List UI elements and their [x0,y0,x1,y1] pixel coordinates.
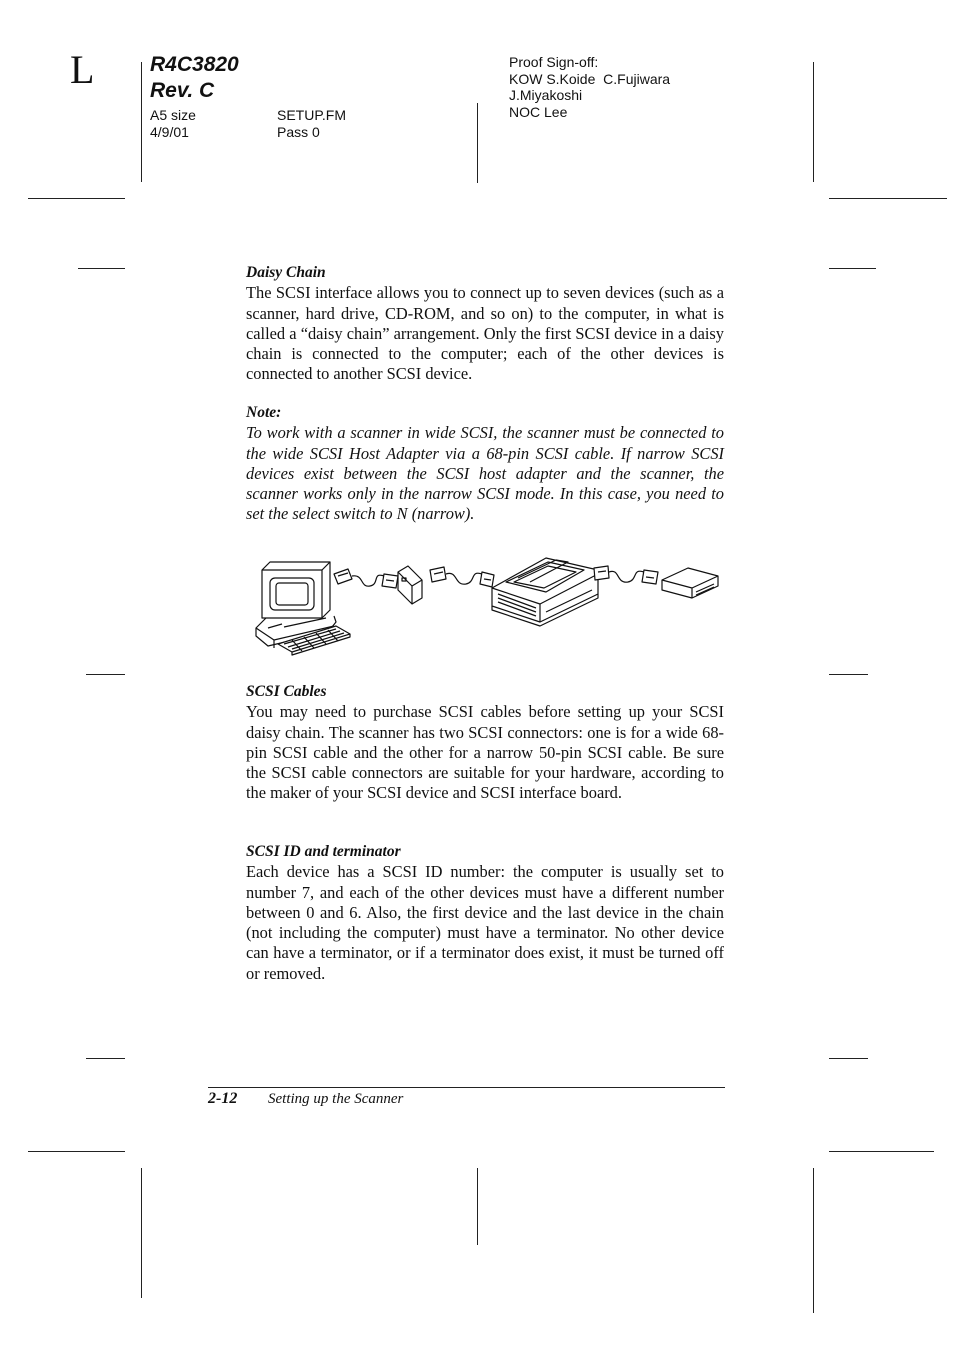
proof-line: KOW S.Koide C.Fujiwara [509,70,671,87]
crop-mark [86,1058,125,1059]
crop-mark [829,198,947,199]
crop-mark [78,268,125,269]
revision: Rev. C [150,79,215,102]
footer-rule [208,1087,725,1088]
page-number: 2-12 [208,1090,238,1107]
crop-mark [813,62,814,182]
pass-number: Pass 0 [277,123,320,140]
note-section [246,403,724,525]
file-name: SETUP.FM [277,107,346,123]
scsi-cable-icon [334,569,398,588]
crop-mark [813,1168,814,1313]
crop-mark [829,674,868,675]
section-heading: Daisy Chain [246,264,326,281]
section-body: The SCSI interface allows you to connect up to seven devices (such as a scanner, hard drive, CD-ROM, and so on) to the computer, in what is called a “daisy chain” arrangement. Only the first SCSI device in a daisy chain is connected to the computer; each of the other devices is connected to another SCSI device. [246,283,724,384]
proof-line: Proof Sign-off: [509,54,599,70]
proof-line: NOC Lee [509,103,568,120]
scsi-cables-section [246,682,724,804]
crop-mark [829,1151,934,1152]
daisy-chain-illustration [248,548,724,658]
crop-mark [477,1168,478,1245]
crop-mark [829,1058,868,1059]
crop-mark [28,198,125,199]
section-body: You may need to purchase SCSI cables before setting up your SCSI daisy chain. The scanner has two SCSI connectors: one is for a wide 68-pin SCSI cable and the other for a narrow 50-pin SCSI cable. Be sure the SCSI cable connectors are suitable for your hardware, according to the maker of your SCSI device and SCSI interface board. [246,702,724,803]
external-drive-icon [662,568,718,598]
section-heading: SCSI ID and terminator [246,843,401,860]
note-heading: Note: [246,404,282,421]
section-heading: SCSI Cables [246,683,327,700]
crop-mark [141,1168,142,1298]
model-title [150,52,239,104]
scsi-cable-icon [594,566,658,584]
page-size: A5 size [150,107,196,123]
scanner-icon [492,558,598,626]
crop-mark [28,1151,125,1152]
note-body: To work with a scanner in wide SCSI, the scanner must be connected to the wide SCSI Host Adapter via a 68-pin SCSI cable. If narrow SCSI devices exist between the SCSI host adapter and the scanner, the scanner works only in the narrow SCSI mode. In this case, you need to set the select switch to N (narrow). [246,423,724,524]
section-body: Each device has a SCSI ID number: the computer is usually set to number 7, and each of the other devices must have a different number between 0 and 6. Also, the first device and the last device in the chain (not including the computer) must have a terminator. No other device can have a terminator, or if a terminator does exist, it must be turned off or removed. [246,862,724,983]
chapter-title: Setting up the Scanner [268,1091,404,1107]
file-pass [277,107,346,140]
proof-line: J.Miyakoshi [509,87,583,103]
print-date: 4/9/01 [150,123,189,140]
proof-signoff [509,54,670,120]
crop-mark [829,268,876,269]
crop-mark [86,674,125,675]
crop-mark [141,62,142,182]
corner-mark: L [70,47,95,92]
crop-mark [477,103,478,183]
daisy-chain-section [246,263,724,385]
model-number: R4C3820 [150,53,239,76]
scsi-cable-icon [430,567,494,587]
size-date [150,107,196,140]
scsi-id-section [246,842,724,984]
scsi-device-icon [398,566,422,604]
